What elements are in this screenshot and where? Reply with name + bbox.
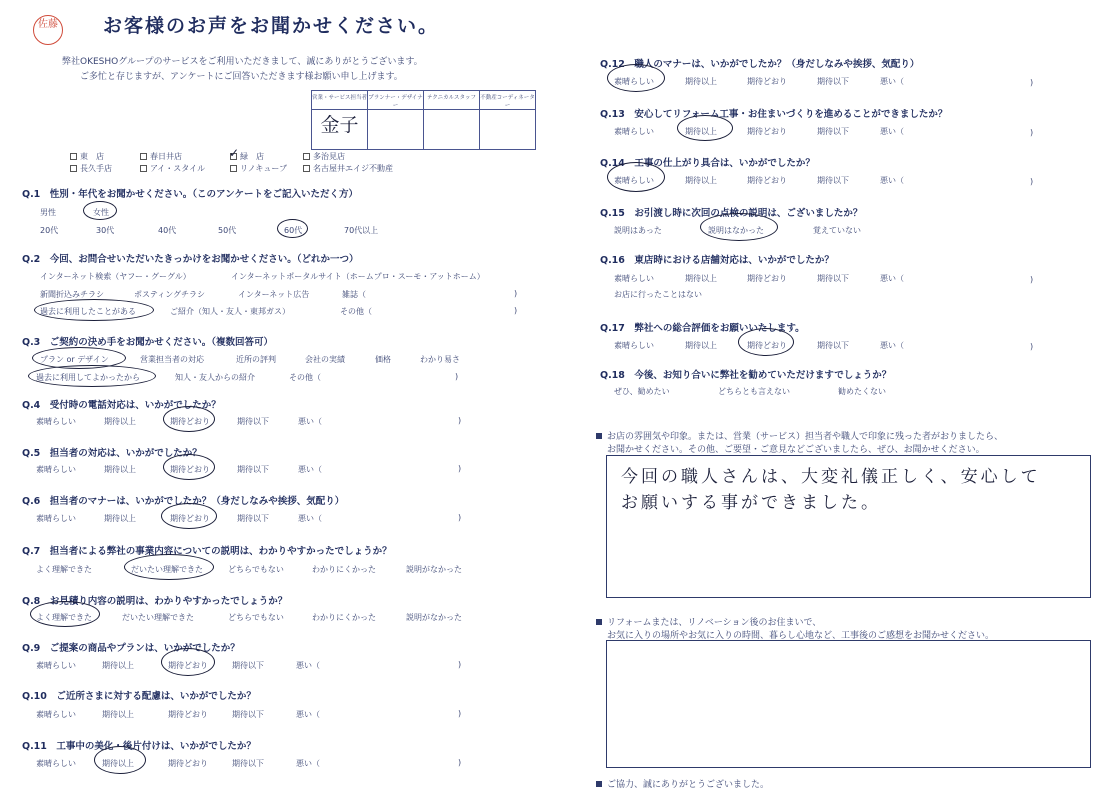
comment-2-prompt: リフォームまたは、リノベーション後のお住まいで、 (596, 615, 821, 628)
q7-option[interactable]: 説明がなかった (406, 565, 462, 574)
q1-option[interactable]: 20代 (40, 226, 59, 235)
q11-option[interactable]: 素晴らしい (36, 759, 76, 768)
q1-option[interactable]: 70代以上 (344, 226, 379, 235)
intro-line-1: 弊社OKESHOグループのサービスをご利用いただきまして、誠にありがとうございます。 (62, 57, 423, 67)
question-11: Q.11 工事中の美化・後片付けは、いかがでしたか？ (22, 738, 256, 752)
q12-option[interactable]: 悪い（ (880, 77, 904, 86)
question-4: Q.4 受付時の電話対応は、いかがでしたか？ (22, 397, 221, 411)
q5-option[interactable]: 素晴らしい (36, 465, 76, 474)
q1-option[interactable]: 女性 (93, 208, 109, 217)
q4-option[interactable]: 期待以上 (104, 417, 136, 426)
q12-option[interactable]: 期待以上 (685, 77, 717, 86)
q17-paren: ) (1030, 342, 1034, 351)
comment-2-box[interactable] (606, 640, 1091, 768)
q2-option[interactable]: インターネットポータルサイト（ホームプロ・スーモ・アットホーム） (231, 272, 485, 281)
q3-option[interactable]: その他（ (289, 373, 321, 382)
q2-option[interactable]: ご紹介（知人・友人・東邦ガス） (170, 307, 290, 316)
q5-option[interactable]: 期待以上 (104, 465, 136, 474)
q15-option[interactable]: 説明はなかった (708, 226, 764, 235)
q13-option[interactable]: 期待以上 (685, 127, 717, 136)
q4-option[interactable]: 素晴らしい (36, 417, 76, 426)
page-title: お客様のお声をお聞かせください。 (103, 15, 440, 37)
q1-option[interactable]: 40代 (158, 226, 177, 235)
checkbox-icon (140, 153, 147, 160)
q11-option[interactable]: 期待以下 (232, 759, 264, 768)
q13-paren: ) (1030, 128, 1034, 137)
question-18: Q.18 今後、お知り合いに弊社を勧めていただけますでしょうか？ (600, 367, 891, 381)
handwritten-comment-2: お願いする事ができました。 (621, 493, 881, 513)
question-7: Q.7 担当者による弊社の事業内容についての説明は、わかりやすかったでしょうか？ (22, 543, 392, 557)
q10-option[interactable]: 期待以上 (102, 710, 134, 719)
bullet-square-icon (596, 433, 602, 439)
store-option[interactable]: リノキューブ (230, 163, 287, 174)
q3-option[interactable]: 営業担当者の対応 (140, 355, 204, 364)
q17-option[interactable]: 期待以下 (817, 341, 849, 350)
q14-option[interactable]: 素晴らしい (614, 176, 654, 185)
q17-option[interactable]: 期待以上 (685, 341, 717, 350)
question-15: Q.15 お引渡し時に次回の点検の説明は、ございましたか？ (600, 205, 862, 219)
signature: 金子 (320, 114, 359, 136)
q7-option[interactable]: わかりにくかった (312, 565, 376, 574)
q10-option[interactable]: 悪い（ (296, 710, 320, 719)
staff-cell[interactable] (480, 110, 536, 150)
q2-option[interactable]: ポスティングチラシ (134, 290, 206, 299)
q13-option[interactable]: 期待どおり (747, 127, 787, 136)
checkmark-icon: ✓ (229, 146, 240, 160)
comment-1-prompt-2: お聞かせください。その他、ご要望・ご意見などございましたら、ぜひ、お聞かせください。 (607, 445, 985, 455)
checkbox-icon (70, 165, 77, 172)
checkbox-icon (140, 165, 147, 172)
q5-paren: ) (458, 464, 462, 473)
q12-option[interactable]: 期待どおり (747, 77, 787, 86)
q12-paren: ) (1030, 78, 1034, 87)
hanko-seal (33, 15, 63, 45)
q2-option[interactable]: 過去に利用したことがある (40, 307, 136, 316)
q4-option[interactable]: 期待どおり (170, 417, 210, 426)
q1-option[interactable]: 男性 (40, 208, 56, 217)
q17-option[interactable]: 期待どおり (747, 341, 787, 350)
store-option[interactable]: 緑 店 (230, 151, 264, 162)
q3-option[interactable]: 知人・友人からの紹介 (175, 373, 255, 382)
checkbox-icon (303, 153, 310, 160)
q6-option[interactable]: 期待どおり (170, 514, 210, 523)
bullet-square-icon (596, 619, 602, 625)
store-option[interactable]: 名古屋井エイジ不動産 (303, 163, 393, 174)
q5-option[interactable]: 期待以下 (237, 465, 269, 474)
q6-option[interactable]: 悪い（ (298, 514, 322, 523)
intro-line-2: ご多忙と存じますが、アンケートにご回答いただきます様お願い申し上げます。 (80, 72, 403, 82)
q11-option[interactable]: 期待どおり (168, 759, 208, 768)
q4-paren: ) (458, 416, 462, 425)
bullet-square-icon (596, 781, 602, 787)
q14-option[interactable]: 期待どおり (747, 176, 787, 185)
q16-option[interactable]: 悪い（ (880, 274, 904, 283)
q10-option[interactable]: 期待どおり (168, 710, 208, 719)
question-3: Q.3 ご契約の決め手をお聞かせください。（複数回答可） (22, 334, 273, 348)
question-5: Q.5 担当者の対応は、いかがでしたか？ (22, 445, 202, 459)
q14-option[interactable]: 期待以上 (685, 176, 717, 185)
q3-option[interactable]: 過去に利用してよかったから (36, 373, 140, 382)
q9-option[interactable]: 素晴らしい (36, 661, 76, 670)
question-8: Q.8 お見積り内容の説明は、わかりやすかったでしょうか？ (22, 593, 287, 607)
q2-option[interactable]: インターネット検索（ヤフー・グーグル） (40, 272, 191, 281)
question-9: Q.9 ご提案の商品やプランは、いかがでしたか？ (22, 640, 240, 654)
q13-option[interactable]: 期待以下 (817, 127, 849, 136)
q8-option[interactable]: よく理解できた (36, 613, 92, 622)
q11-option[interactable]: 悪い（ (296, 759, 320, 768)
q12-option[interactable]: 素晴らしい (614, 77, 654, 86)
q6-option[interactable]: 素晴らしい (36, 514, 76, 523)
q7-option[interactable]: だいたい理解できた (131, 565, 203, 574)
q3-option[interactable]: 価格 (375, 355, 391, 364)
q11-option[interactable]: 期待以上 (102, 759, 134, 768)
q2-option[interactable]: その他（ (340, 307, 372, 316)
checkbox-icon (230, 165, 237, 172)
q9-option[interactable]: 悪い（ (296, 661, 320, 670)
q16-option[interactable]: 素晴らしい (614, 274, 654, 283)
question-6: Q.6 担当者のマナーは、いかがでしたか？（身だしなみや挨拶、気配り） (22, 493, 344, 507)
q4-option[interactable]: 悪い（ (298, 417, 322, 426)
q13-option[interactable]: 悪い（ (880, 127, 904, 136)
q9-option[interactable]: 期待どおり (168, 661, 208, 670)
q1-option[interactable]: 50代 (218, 226, 237, 235)
staff-table (311, 90, 536, 150)
q3-option[interactable]: わかり易さ (420, 355, 460, 364)
q9-paren: ) (458, 660, 462, 669)
q3-paren: ) (455, 372, 459, 381)
q4-option[interactable]: 期待以下 (237, 417, 269, 426)
q16-option[interactable]: 期待以上 (685, 274, 717, 283)
q1-option[interactable]: 60代 (284, 226, 303, 235)
q9-option[interactable]: 期待以下 (232, 661, 264, 670)
q14-option[interactable]: 期待以下 (817, 176, 849, 185)
q9-option[interactable]: 期待以上 (102, 661, 134, 670)
q3-option[interactable]: プラン or デザイン (40, 355, 109, 364)
question-1: Q.1 性別・年代をお聞かせください。（このアンケートをご記入いただく方） (22, 186, 358, 200)
q8-option[interactable]: だいたい理解できた (122, 613, 194, 622)
q13-option[interactable]: 素晴らしい (614, 127, 654, 136)
store-option[interactable]: 春日井店 (140, 151, 182, 162)
q16-option[interactable]: 期待以下 (817, 274, 849, 283)
checkbox-icon (70, 153, 77, 160)
q16-option[interactable]: 期待どおり (747, 274, 787, 283)
staff-header: 不動産コーディネーター (480, 91, 536, 110)
q10-option[interactable]: 素晴らしい (36, 710, 76, 719)
q2-option[interactable]: 新聞折込みチラシ (40, 290, 104, 299)
q11-paren: ) (458, 758, 462, 767)
q16-paren: ) (1030, 275, 1034, 284)
q18-option[interactable]: どちらとも言えない (718, 387, 790, 396)
q10-paren: ) (458, 709, 462, 718)
q12-option[interactable]: 期待以下 (817, 77, 849, 86)
handwritten-comment-1: 今回の職人さんは、大変礼儀正しく、安心して (621, 467, 1041, 487)
staff-cell[interactable] (368, 110, 424, 150)
q15-option[interactable]: 説明はあった (614, 226, 662, 235)
q2-paren: ) (514, 289, 518, 298)
q8-option[interactable]: わかりにくかった (312, 613, 376, 622)
staff-header: プランナー・デザイナー (368, 91, 424, 110)
question-14: Q.14 工事の仕上がり具合は、いかがでしたか？ (600, 155, 815, 169)
question-17: Q.17 弊社への総合評価をお願いいたします。 (600, 320, 805, 334)
seal-text: 佐藤 (38, 19, 58, 30)
q6-option[interactable]: 期待以下 (237, 514, 269, 523)
staff-header: テクニカルスタッフ (424, 91, 480, 110)
q5-option[interactable]: 期待どおり (170, 465, 210, 474)
q2-paren: ) (514, 306, 518, 315)
q15-option[interactable]: 覚えていない (813, 226, 861, 235)
staff-cell[interactable] (424, 110, 480, 150)
comment-1-box[interactable] (606, 455, 1091, 598)
q3-option[interactable]: 近所の評判 (236, 355, 276, 364)
q7-option[interactable]: どちらでもない (228, 565, 284, 574)
staff-signature-cell[interactable] (312, 110, 368, 150)
q5-option[interactable]: 悪い（ (298, 465, 322, 474)
comment-1-prompt: お店の雰囲気や印象。または、営業（サービス）担当者や職人で印象に残った者がおりましたら、 (596, 429, 1003, 442)
q18-option[interactable]: ぜひ、勧めたい (614, 387, 670, 396)
question-16: Q.16 東店時における店舗対応は、いかがでしたか？ (600, 252, 834, 266)
q17-option[interactable]: 悪い（ (880, 341, 904, 350)
q8-option[interactable]: 説明がなかった (406, 613, 462, 622)
question-2: Q.2 今回、お問合せいただいたきっかけをお聞かせください。（どれか一つ） (22, 251, 359, 265)
store-option[interactable]: アイ・スタイル (140, 163, 205, 174)
question-13: Q.13 安心してリフォーム工事・お住まいづくりを進めることができましたか？ (600, 106, 947, 120)
q2-option[interactable]: インターネット広告 (238, 290, 310, 299)
q2-option[interactable]: 雑誌（ (342, 290, 366, 299)
store-option[interactable]: 東 店 (70, 151, 104, 162)
footer-thanks: ご協力、誠にありがとうございました。 (596, 777, 769, 790)
q10-option[interactable]: 期待以下 (232, 710, 264, 719)
store-option[interactable]: 長久手店 (70, 163, 112, 174)
q14-paren: ) (1030, 177, 1034, 186)
question-10: Q.10 ご近所さまに対する配慮は、いかがでしたか？ (22, 688, 256, 702)
q1-option[interactable]: 30代 (96, 226, 115, 235)
q16-option[interactable]: お店に行ったことはない (614, 290, 702, 299)
q6-paren: ) (458, 513, 462, 522)
q7-option[interactable]: よく理解できた (36, 565, 92, 574)
staff-header: 営業・サービス担当者 (312, 91, 368, 110)
q8-option[interactable]: どちらでもない (228, 613, 284, 622)
q14-option[interactable]: 悪い（ (880, 176, 904, 185)
question-12: Q.12 職人のマナーは、いかがでしたか？（身だしなみや挨拶、気配り） (600, 56, 919, 70)
comment-2-prompt-2: お気に入りの場所やお気に入りの時間、暮らし心地など、工事後のご感想をお聞かせください。 (607, 631, 995, 641)
store-option[interactable]: 多治見店 (303, 151, 345, 162)
checkbox-icon (303, 165, 310, 172)
q18-option[interactable]: 勧めたくない (838, 387, 886, 396)
q17-option[interactable]: 素晴らしい (614, 341, 654, 350)
q6-option[interactable]: 期待以上 (104, 514, 136, 523)
q3-option[interactable]: 会社の実績 (305, 355, 345, 364)
